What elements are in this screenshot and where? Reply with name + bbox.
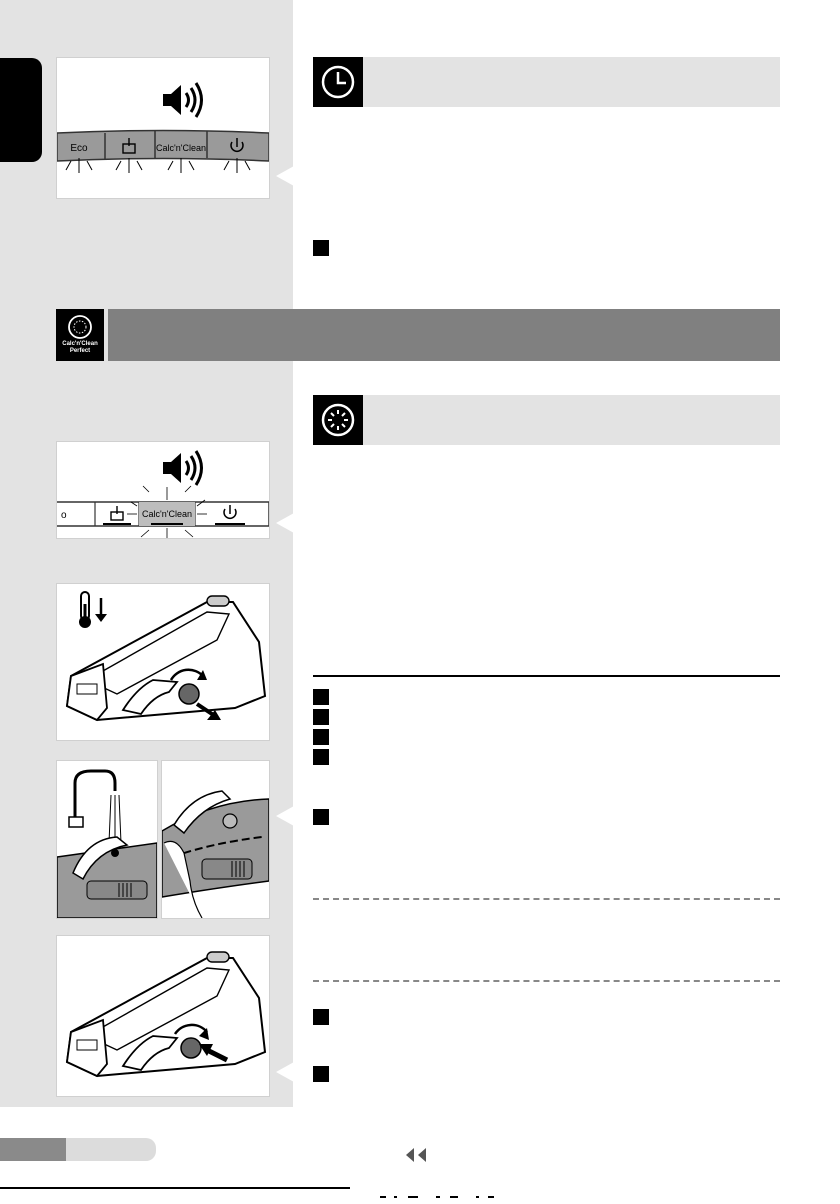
step-marker	[313, 809, 329, 825]
section-banner	[108, 309, 780, 361]
section-divider	[313, 675, 780, 677]
callout-pointer	[276, 1062, 294, 1082]
panel-eco-label: Eco	[70, 143, 88, 154]
page-tab-active	[0, 1138, 66, 1161]
illustration-panel-calc-flashing	[56, 441, 270, 539]
section-header-timer	[313, 57, 780, 107]
callout-pointer	[276, 513, 294, 533]
page-tab	[66, 1138, 156, 1161]
panel-calc-clean-label: Calc'n'Clean	[142, 509, 192, 519]
note-divider-bottom	[313, 980, 780, 982]
step-marker	[313, 1009, 329, 1025]
section-header-calc-light	[313, 395, 780, 445]
speaker-icon	[163, 451, 202, 485]
clock-icon	[313, 57, 363, 107]
calc-clean-perfect-icon	[56, 309, 104, 361]
previous-page-icon[interactable]	[405, 1148, 431, 1162]
language-tab	[0, 58, 42, 162]
panel-calc-clean-label: Calc'n'Clean	[156, 143, 206, 153]
step-marker	[313, 729, 329, 745]
note-divider-top	[313, 898, 780, 900]
step-marker	[313, 1066, 329, 1082]
step-marker	[313, 749, 329, 765]
callout-pointer	[276, 806, 294, 826]
calc-clean-light-icon	[313, 395, 363, 445]
illustration-panel-flashing-all	[56, 57, 270, 199]
thermometer-down-icon	[79, 592, 107, 628]
illustration-rinse-under-tap	[56, 760, 158, 919]
banner-icon-label-line2: Perfect	[69, 348, 91, 354]
illustration-shake-base	[161, 760, 270, 919]
panel-eco-label-partial: o	[61, 510, 67, 521]
step-marker	[313, 689, 329, 705]
footer-rule	[0, 1187, 350, 1189]
footer-marks	[380, 1186, 500, 1190]
speaker-icon	[163, 83, 202, 117]
illustration-base-insert-cap	[56, 935, 270, 1097]
step-marker	[313, 709, 329, 725]
banner-icon-label-line1: Calc'n'Clean	[62, 341, 98, 347]
callout-pointer	[276, 166, 294, 186]
step-marker	[313, 240, 329, 256]
illustration-base-remove-cap	[56, 583, 270, 741]
